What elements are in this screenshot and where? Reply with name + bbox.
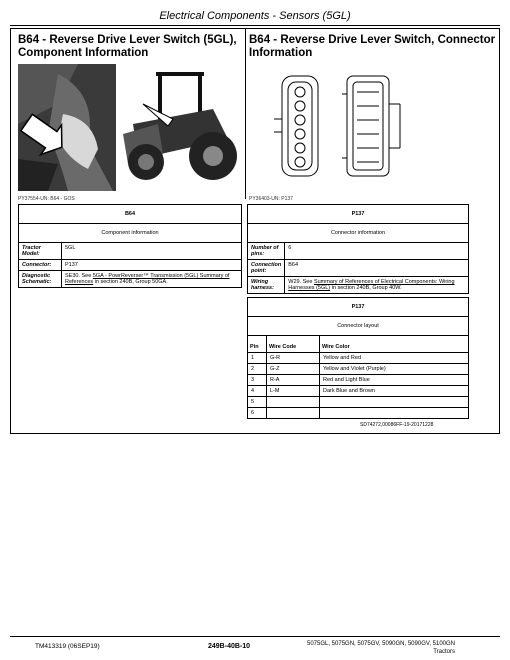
diagnostic-prefix: SE30. See (65, 273, 92, 279)
lever-photo (18, 64, 116, 191)
wiring-link[interactable]: Summary of References of Electrical Components: Wiring Harnesses (5GL) (288, 279, 455, 291)
footer-models-line2: Tractors (433, 649, 455, 655)
row-label: Wiring harness: (248, 277, 285, 294)
footer-models (290, 640, 455, 656)
header-rule (10, 25, 500, 26)
wire-code-cell: R-A (267, 375, 320, 386)
diagnostic-link[interactable]: 5GA - PowrReverser™ Transmission (5GL) Summary of References (65, 273, 230, 285)
table-row (248, 243, 469, 260)
row-value: 6 (285, 243, 469, 260)
pin-cell: 4 (248, 386, 267, 397)
connector-id: P137 (248, 205, 469, 224)
table-row (248, 260, 469, 277)
row-value (62, 271, 242, 288)
wire-color-cell: Dark Blue and Brown (320, 386, 469, 397)
wire-code-cell: G-R (267, 353, 320, 364)
table-row (248, 386, 469, 397)
document-id: SD74272,00086FF-19-20171228 (360, 422, 434, 428)
component-info-table (18, 204, 242, 288)
row-label: Connector: (19, 260, 62, 271)
connector-layout-table (247, 297, 469, 419)
diagnostic-suffix: in section 240B, Group 50GA. (94, 279, 168, 285)
row-label: Number of pins: (248, 243, 285, 260)
column-divider (245, 29, 246, 199)
wire-color-cell (320, 408, 469, 419)
column-header-wire-color: Wire Color (320, 336, 469, 353)
table-row (248, 353, 469, 364)
component-subtitle: Component information (19, 224, 242, 243)
table-row (19, 271, 242, 288)
pin-cell: 6 (248, 408, 267, 419)
layout-header-row (248, 336, 469, 353)
column-header-pin: Pin (248, 336, 267, 353)
layout-subtitle: Connector layout (248, 317, 469, 336)
wire-color-cell: Red and Light Blue (320, 375, 469, 386)
footer-rule (10, 636, 500, 637)
wire-code-cell (267, 397, 320, 408)
table-row (248, 277, 469, 294)
page-header-title: Electrical Components - Sensors (5GL) (159, 10, 351, 22)
wire-code-cell: L-M (267, 386, 320, 397)
wire-code-cell: G-Z (267, 364, 320, 375)
connector-info-title: B64 - Reverse Drive Lever Switch, Connector Information (249, 34, 496, 59)
wiring-prefix: W29. See (288, 279, 313, 285)
row-value (285, 277, 469, 294)
connector-subtitle: Connector information (248, 224, 469, 243)
pin-cell: 2 (248, 364, 267, 375)
table-row (248, 375, 469, 386)
wire-code-cell (267, 408, 320, 419)
component-id: B64 (19, 205, 242, 224)
row-label: Diagnostic Schematic: (19, 271, 62, 288)
connector-drawing (252, 64, 422, 191)
wire-color-cell (320, 397, 469, 408)
left-photo-caption: PY37554-UN: B64 - GOS (18, 196, 75, 202)
right-photo-caption: PY36403-UN: P137 (249, 196, 293, 202)
tractor-photo (118, 64, 240, 191)
table-row (19, 260, 242, 271)
pin-cell: 1 (248, 353, 267, 364)
table-row (19, 243, 242, 260)
row-label: Connection point: (248, 260, 285, 277)
component-info-title: B64 - Reverse Drive Lever Switch (5GL), Component Information (18, 34, 237, 59)
footer-page-number: 249B-40B-10 (208, 643, 251, 650)
table-row (248, 397, 469, 408)
table-row (248, 364, 469, 375)
row-value: 5GL (62, 243, 242, 260)
layout-id: P137 (248, 298, 469, 317)
table-row (248, 408, 469, 419)
wire-color-cell: Yellow and Red (320, 353, 469, 364)
row-value: B64 (285, 260, 469, 277)
pin-cell: 5 (248, 397, 267, 408)
wire-color-cell: Yellow and Violet (Purple) (320, 364, 469, 375)
connector-info-table (247, 204, 469, 294)
row-value: P137 (62, 260, 242, 271)
column-header-wire-code: Wire Code (267, 336, 320, 353)
footer-manual-id: TM413319 (06SEP19) (35, 643, 100, 650)
pin-cell: 3 (248, 375, 267, 386)
wiring-suffix: in section 240B, Group 40W. (331, 285, 402, 291)
footer-models-line1: 5075GL, 5075GN, 5075GV, 5090GN, 5090GV, 5100GN (307, 641, 455, 647)
row-label: Tractor Model: (19, 243, 62, 260)
